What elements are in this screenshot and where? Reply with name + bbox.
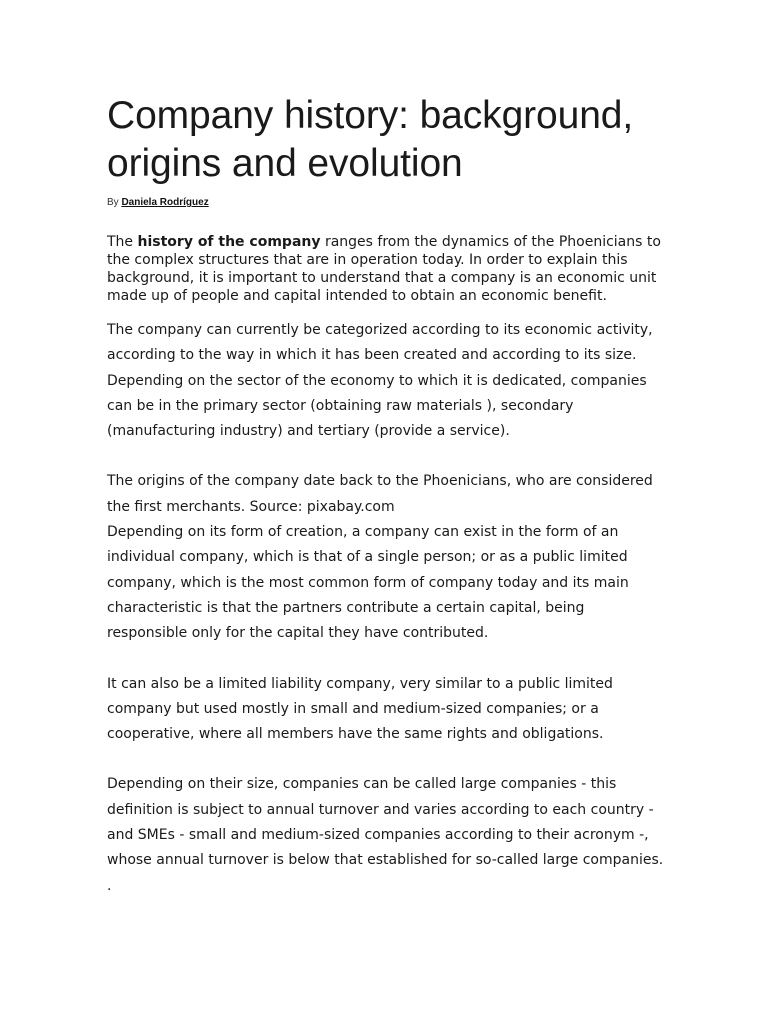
- paragraph-limited-liability: It can also be a limited liability company, very similar to a public limited company but used mostly in small and medium-sized companies; or a cooperative, where all members have the same rights and obligations.: [107, 675, 613, 743]
- paragraph-form-of-creation: Depending on its form of creation, a company can exist in the form of an individual company, which is that of a single person; or as a public limited company, which is the most common form of company today and its main characteristic is that the partners contribute a certain capital, being responsible only for the capital they have contributed.: [107, 524, 629, 642]
- paragraph-categories: The company can currently be categorized according to its economic activity, according to the way in which it has been created and according to its size. Depending on the sector of the economy to which it is dedicated, companies can be in the primary sector (obtaining raw materials ), secondary (manufacturing industry) and tertiary (provide a service).: [107, 322, 653, 440]
- intro-paragraph: [107, 233, 668, 305]
- intro-suffix: ranges from the dynamics of the Phoenicians to the complex structures that are in operation today. In order to explain this background, it is important to understand that a company is an economic unit made up of people and capital intended to obtain an economic benefit.: [107, 234, 661, 304]
- byline-prefix: By: [107, 197, 119, 208]
- byline: [107, 196, 668, 210]
- intro-bold-phrase: history of the company: [137, 234, 321, 250]
- paragraph-size: Depending on their size, companies can be called large companies - this definition is subject to annual turnover and varies according to each country - and SMEs - small and medium-sized companies according to their acronym -, whose annual turnover is below that established for so-called large companies. .: [107, 776, 664, 894]
- author-link[interactable]: Daniela Rodríguez: [121, 197, 209, 208]
- image-caption: The origins of the company date back to the Phoenicians, who are considered the first merchants. Source: pixabay.com: [107, 473, 653, 515]
- intro-prefix: The: [107, 234, 138, 250]
- article-title: Company history: background, origins and evolution: [107, 94, 634, 185]
